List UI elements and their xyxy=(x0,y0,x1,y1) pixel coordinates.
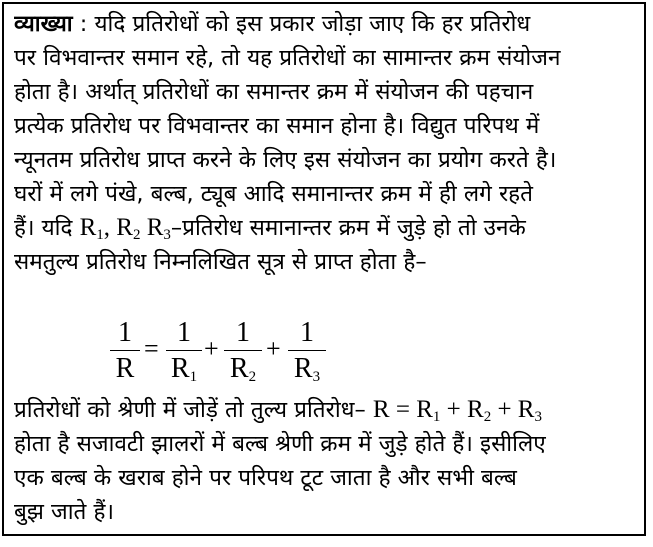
lhs-fraction: 1 R xyxy=(110,316,140,385)
clipped-next-line xyxy=(0,538,653,547)
passage-line-11: एक बल्ब के खराब होने पर परिपथ टूट जाता है और सभी बल्ब xyxy=(14,465,517,491)
explanation-label: व्याख्या xyxy=(14,11,73,37)
passage-line-2: पर विभवान्तर समान रहे, तो यह प्रतिरोधों का सामान्तर क्रम संयोजन xyxy=(14,45,561,71)
passage-line-5: न्यूनतम प्रतिरोध प्राप्त करने के लिए इस संयोजन का प्रयोग करते है। xyxy=(14,147,557,173)
passage-line-10: होता है सजावटी झालरों में बल्ब श्रेणी क्रम में जुड़े होते हैं। इसीलिए xyxy=(14,431,546,457)
fraction-r2: 1 $R_2$ xyxy=(224,316,262,385)
passage-line-9: प्रतिरोधों को श्रेणी में जोड़ें तो तुल्य प्रतिरोध– $R = R_1 + R_2 + R_3$ xyxy=(14,396,542,425)
plus-sign: + xyxy=(204,334,219,363)
passage-line-4: प्रत्येक प्रतिरोध पर विभवान्तर का समान होना है। विद्युत परिपथ में xyxy=(14,113,540,139)
passage-line-12: बुझ जाते हैं। xyxy=(14,499,114,525)
passage-line-7: हैं। यदि $R_1$, $R_2$ $R_3-प्रतिरोध$ समानान्तर क्रम में जुड़े हो तो उनके xyxy=(14,214,526,243)
fraction-r1: 1 $R_1$ xyxy=(166,316,202,385)
passage-line-6: घरों में लगे पंखे, बल्ब, ट्यूब आदि समानान्तर क्रम में ही लगे रहते xyxy=(14,181,533,207)
passage-line-1: व्याख्या : यदि प्रतिरोधों को इस प्रकार जोड़ा जाए कि हर प्रतिरोध xyxy=(14,11,531,37)
equals-sign: = xyxy=(144,334,159,363)
passage-line-8: समतुल्य प्रतिरोध निम्नलिखित सूत्र से प्राप्त होता है– xyxy=(14,249,427,275)
plus-sign: + xyxy=(266,334,281,363)
inline-resistors: $R_1$, $R_2$ $R_3$ xyxy=(79,214,171,243)
fraction-r3: 1 $R_3$ xyxy=(288,316,326,385)
text-box xyxy=(2,2,646,536)
passage-line-3: होता है। अर्थात् प्रतिरोधों का समान्तर क्रम में संयोजन की पहचान xyxy=(14,79,534,105)
series-formula: $R = R_1 + R_2 + R_3$ xyxy=(372,396,542,425)
